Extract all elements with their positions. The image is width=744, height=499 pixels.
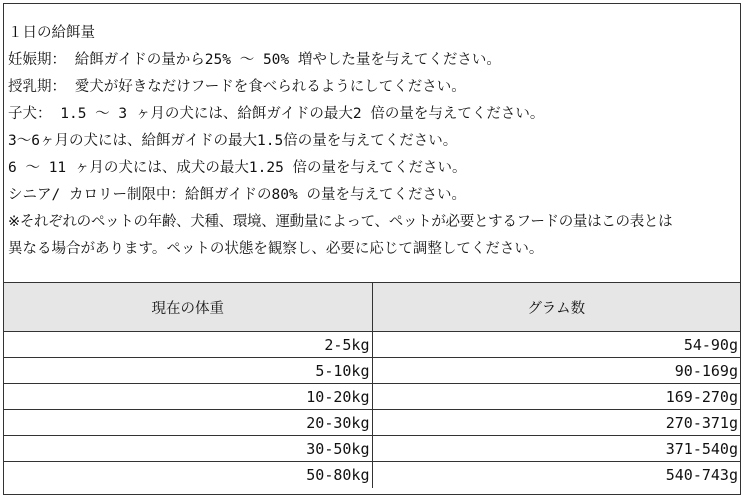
grams-cell: 371-540g (372, 436, 740, 462)
table-row (4, 462, 740, 488)
feeding-notes (4, 4, 740, 282)
note-disclaimer-line-1: ※それぞれのペットの年齢、犬種、環境、運動量によって、ペットが必要とするフードの量はこの表とは (8, 214, 673, 230)
note-puppy-1-5-3-months: 子犬： 1.5 〜 3 ヶ月の犬には、給餌ガイドの最大2 倍の量を与えてください。 (8, 106, 545, 122)
table-row (4, 332, 740, 358)
weight-cell: 20-30kg (4, 410, 372, 436)
table-row (4, 410, 740, 436)
table-header-row (4, 283, 740, 332)
weight-cell: 10-20kg (4, 384, 372, 410)
grams-cell: 540-743g (372, 462, 740, 488)
weight-cell: 5-10kg (4, 358, 372, 384)
notes-heading: １日の給餌量 (8, 25, 95, 41)
grams-cell: 169-270g (372, 384, 740, 410)
feeding-guide-frame (3, 3, 741, 495)
weight-cell: 50-80kg (4, 462, 372, 488)
weight-cell: 2-5kg (4, 332, 372, 358)
grams-cell: 54-90g (372, 332, 740, 358)
table-row (4, 358, 740, 384)
note-puppy-3-6-months: 3〜6ヶ月の犬には、給餌ガイドの最大1.5倍の量を与えてください。 (8, 133, 458, 149)
table-row (4, 384, 740, 410)
note-puppy-6-11-months: 6 〜 11 ヶ月の犬には、成犬の最大1.25 倍の量を与えてください。 (8, 160, 467, 176)
note-disclaimer-line-2: 異なる場合があります。ペットの状態を観察し、必要に応じて調整してください。 (8, 241, 544, 257)
note-senior: シニア/ カロリー制限中：給餌ガイドの80% の量を与えてください。 (8, 187, 466, 203)
note-lactation: 授乳期： 愛犬が好きなだけフードを食べられるようにしてください。 (8, 79, 466, 95)
grams-cell: 270-371g (372, 410, 740, 436)
grams-cell: 90-169g (372, 358, 740, 384)
feeding-table (4, 282, 740, 488)
header-current-weight: 現在の体重 (4, 283, 372, 332)
header-grams: グラム数 (372, 283, 740, 332)
table-row (4, 436, 740, 462)
note-pregnancy: 妊娠期： 給餌ガイドの量から25% 〜 50% 増やした量を与えてください。 (8, 52, 501, 68)
weight-cell: 30-50kg (4, 436, 372, 462)
